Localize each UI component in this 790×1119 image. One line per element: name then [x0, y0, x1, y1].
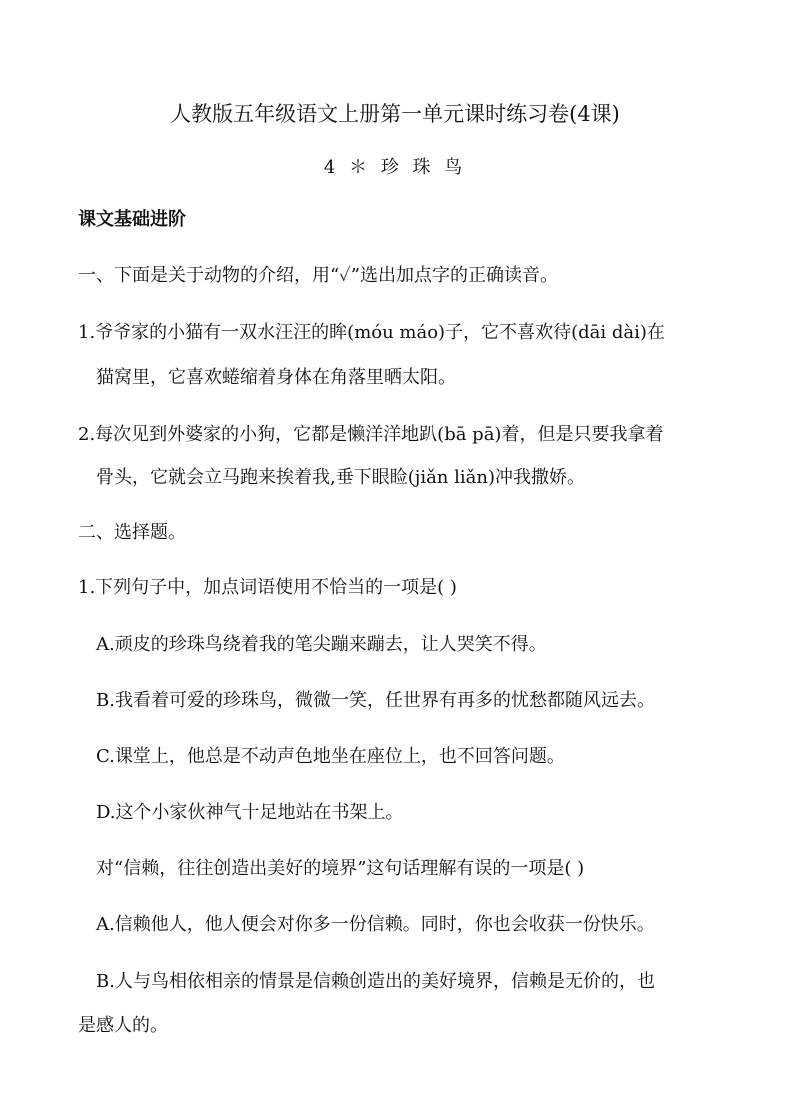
q2-sub2-option-a: A.信赖他人，他人便会对你多一份信赖。同时，你也会收获一份快乐。 — [96, 914, 655, 935]
q2-sub1-option-b: B.我看着可爱的珍珠鸟，微微一笑，任世界有再多的忧愁都随风远去。 — [96, 690, 655, 711]
q2-sub2-stem: 对“信赖，往往创造出美好的境界”这句话理解有误的一项是( ) — [96, 858, 585, 879]
q2-sub2-option-b-line1: B.人与鸟相依相亲的情景是信赖创造出的美好境界，信赖是无价的，也 — [96, 971, 655, 992]
q2-sub2-option-b-line2: 是感人的。 — [78, 1015, 168, 1036]
lesson-subtitle: 4 ＊ 珍 珠 鸟 — [323, 157, 467, 178]
question-2-heading: 二、选择题。 — [78, 522, 186, 543]
q2-sub1-option-c: C.课堂上，他总是不动声色地坐在座位上，也不回答问题。 — [96, 746, 565, 767]
question-1-heading: 一、下面是关于动物的介绍，用“✓”选出加点字的正确读音。 — [78, 265, 559, 286]
q1-item2-line2: 骨头，它就会立马跑来挨着我,垂下眼睑(jiǎn liǎn)冲我撒娇。 — [96, 467, 585, 488]
q1-item1-line2: 猫窝里，它喜欢蜷缩着身体在角落里晒太阳。 — [96, 367, 456, 388]
q1-item2-line1: 2.每次见到外婆家的小狗，它都是懒洋洋地趴(bā pā)着，但是只要我拿着 — [78, 424, 664, 445]
doc-title: 人教版五年级语文上册第一单元课时练习卷(4课) — [170, 102, 620, 126]
q2-sub1-option-a: A.顽皮的珍珠鸟绕着我的笔尖蹦来蹦去，让人哭笑不得。 — [96, 634, 547, 655]
section-heading: 课文基础进阶 — [78, 209, 186, 230]
q1-item1-line1: 1.爷爷家的小猫有一双水汪汪的眸(móu máo)子，它不喜欢待(dāi dài)在 — [78, 322, 665, 343]
q2-sub1-stem: 1.下列句子中，加点词语使用不恰当的一项是( ) — [78, 577, 457, 598]
q2-sub1-option-d: D.这个小家伙神气十足地站在书架上。 — [96, 802, 404, 823]
